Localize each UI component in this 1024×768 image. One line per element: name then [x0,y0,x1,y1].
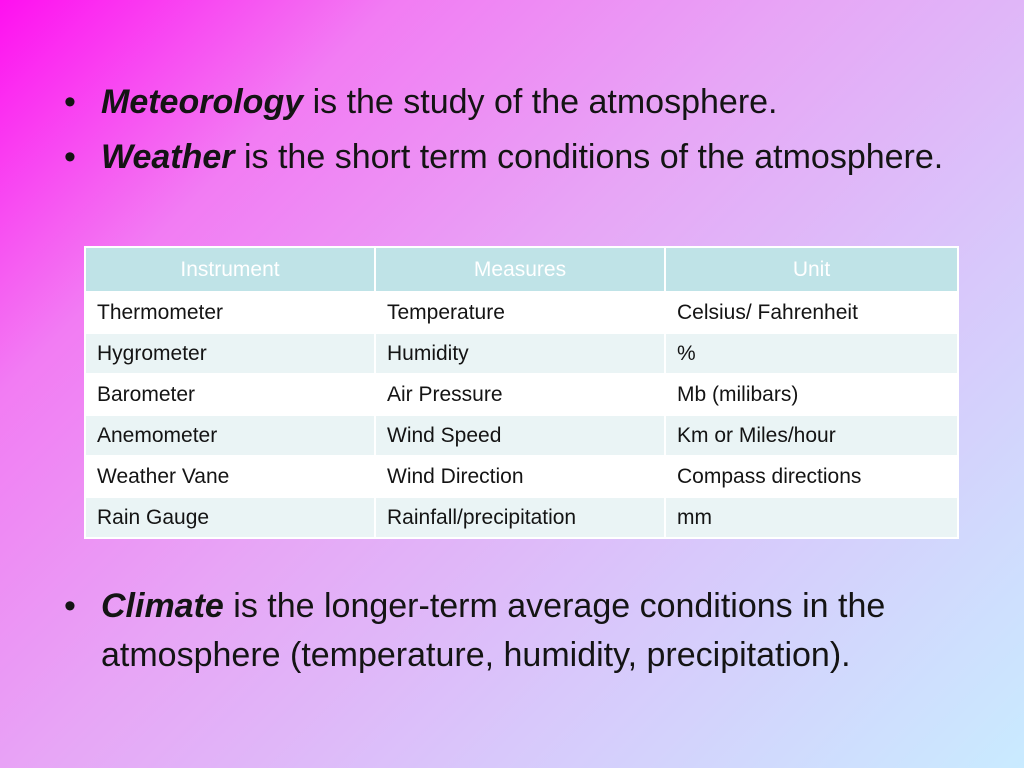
cell-measures: Wind Speed [375,415,665,456]
table-row [85,292,958,333]
cell-unit: Compass directions [665,456,958,497]
table-row [85,374,958,415]
top-bullet-list [60,78,984,188]
term-meteorology: Meteorology [101,83,304,121]
bullet-climate [60,582,984,680]
cell-instrument: Weather Vane [85,456,375,497]
header-unit: Unit [665,247,958,292]
term-climate: Climate [101,587,224,625]
table-row [85,333,958,374]
table-row [85,415,958,456]
cell-measures: Temperature [375,292,665,333]
header-measures: Measures [375,247,665,292]
cell-measures: Wind Direction [375,456,665,497]
cell-instrument: Barometer [85,374,375,415]
cell-instrument: Rain Gauge [85,497,375,538]
bullet-marker: • [64,587,76,625]
table-row [85,497,958,538]
table-header-row [85,247,958,292]
cell-unit: Celsius/ Fahrenheit [665,292,958,333]
cell-instrument: Anemometer [85,415,375,456]
cell-measures: Rainfall/precipitation [375,497,665,538]
definition-climate: is the longer-term average conditions in the atmosphere (temperature, humidity, precipitation). [101,587,886,674]
cell-unit: mm [665,497,958,538]
definition-meteorology: is the study of the atmosphere. [303,83,778,121]
cell-measures: Air Pressure [375,374,665,415]
cell-measures: Humidity [375,333,665,374]
cell-unit: Mb (milibars) [665,374,958,415]
cell-unit: Km or Miles/hour [665,415,958,456]
term-weather: Weather [101,138,235,176]
bullet-meteorology [60,78,984,127]
instrument-table [84,246,957,539]
definition-weather: is the short term conditions of the atmosphere. [234,138,944,176]
table-row [85,456,958,497]
cell-instrument: Thermometer [85,292,375,333]
bullet-weather [60,133,984,182]
cell-instrument: Hygrometer [85,333,375,374]
cell-unit: % [665,333,958,374]
bullet-marker: • [64,138,76,176]
bullet-marker: • [64,83,76,121]
header-instrument: Instrument [85,247,375,292]
bottom-bullet-list [60,582,984,686]
